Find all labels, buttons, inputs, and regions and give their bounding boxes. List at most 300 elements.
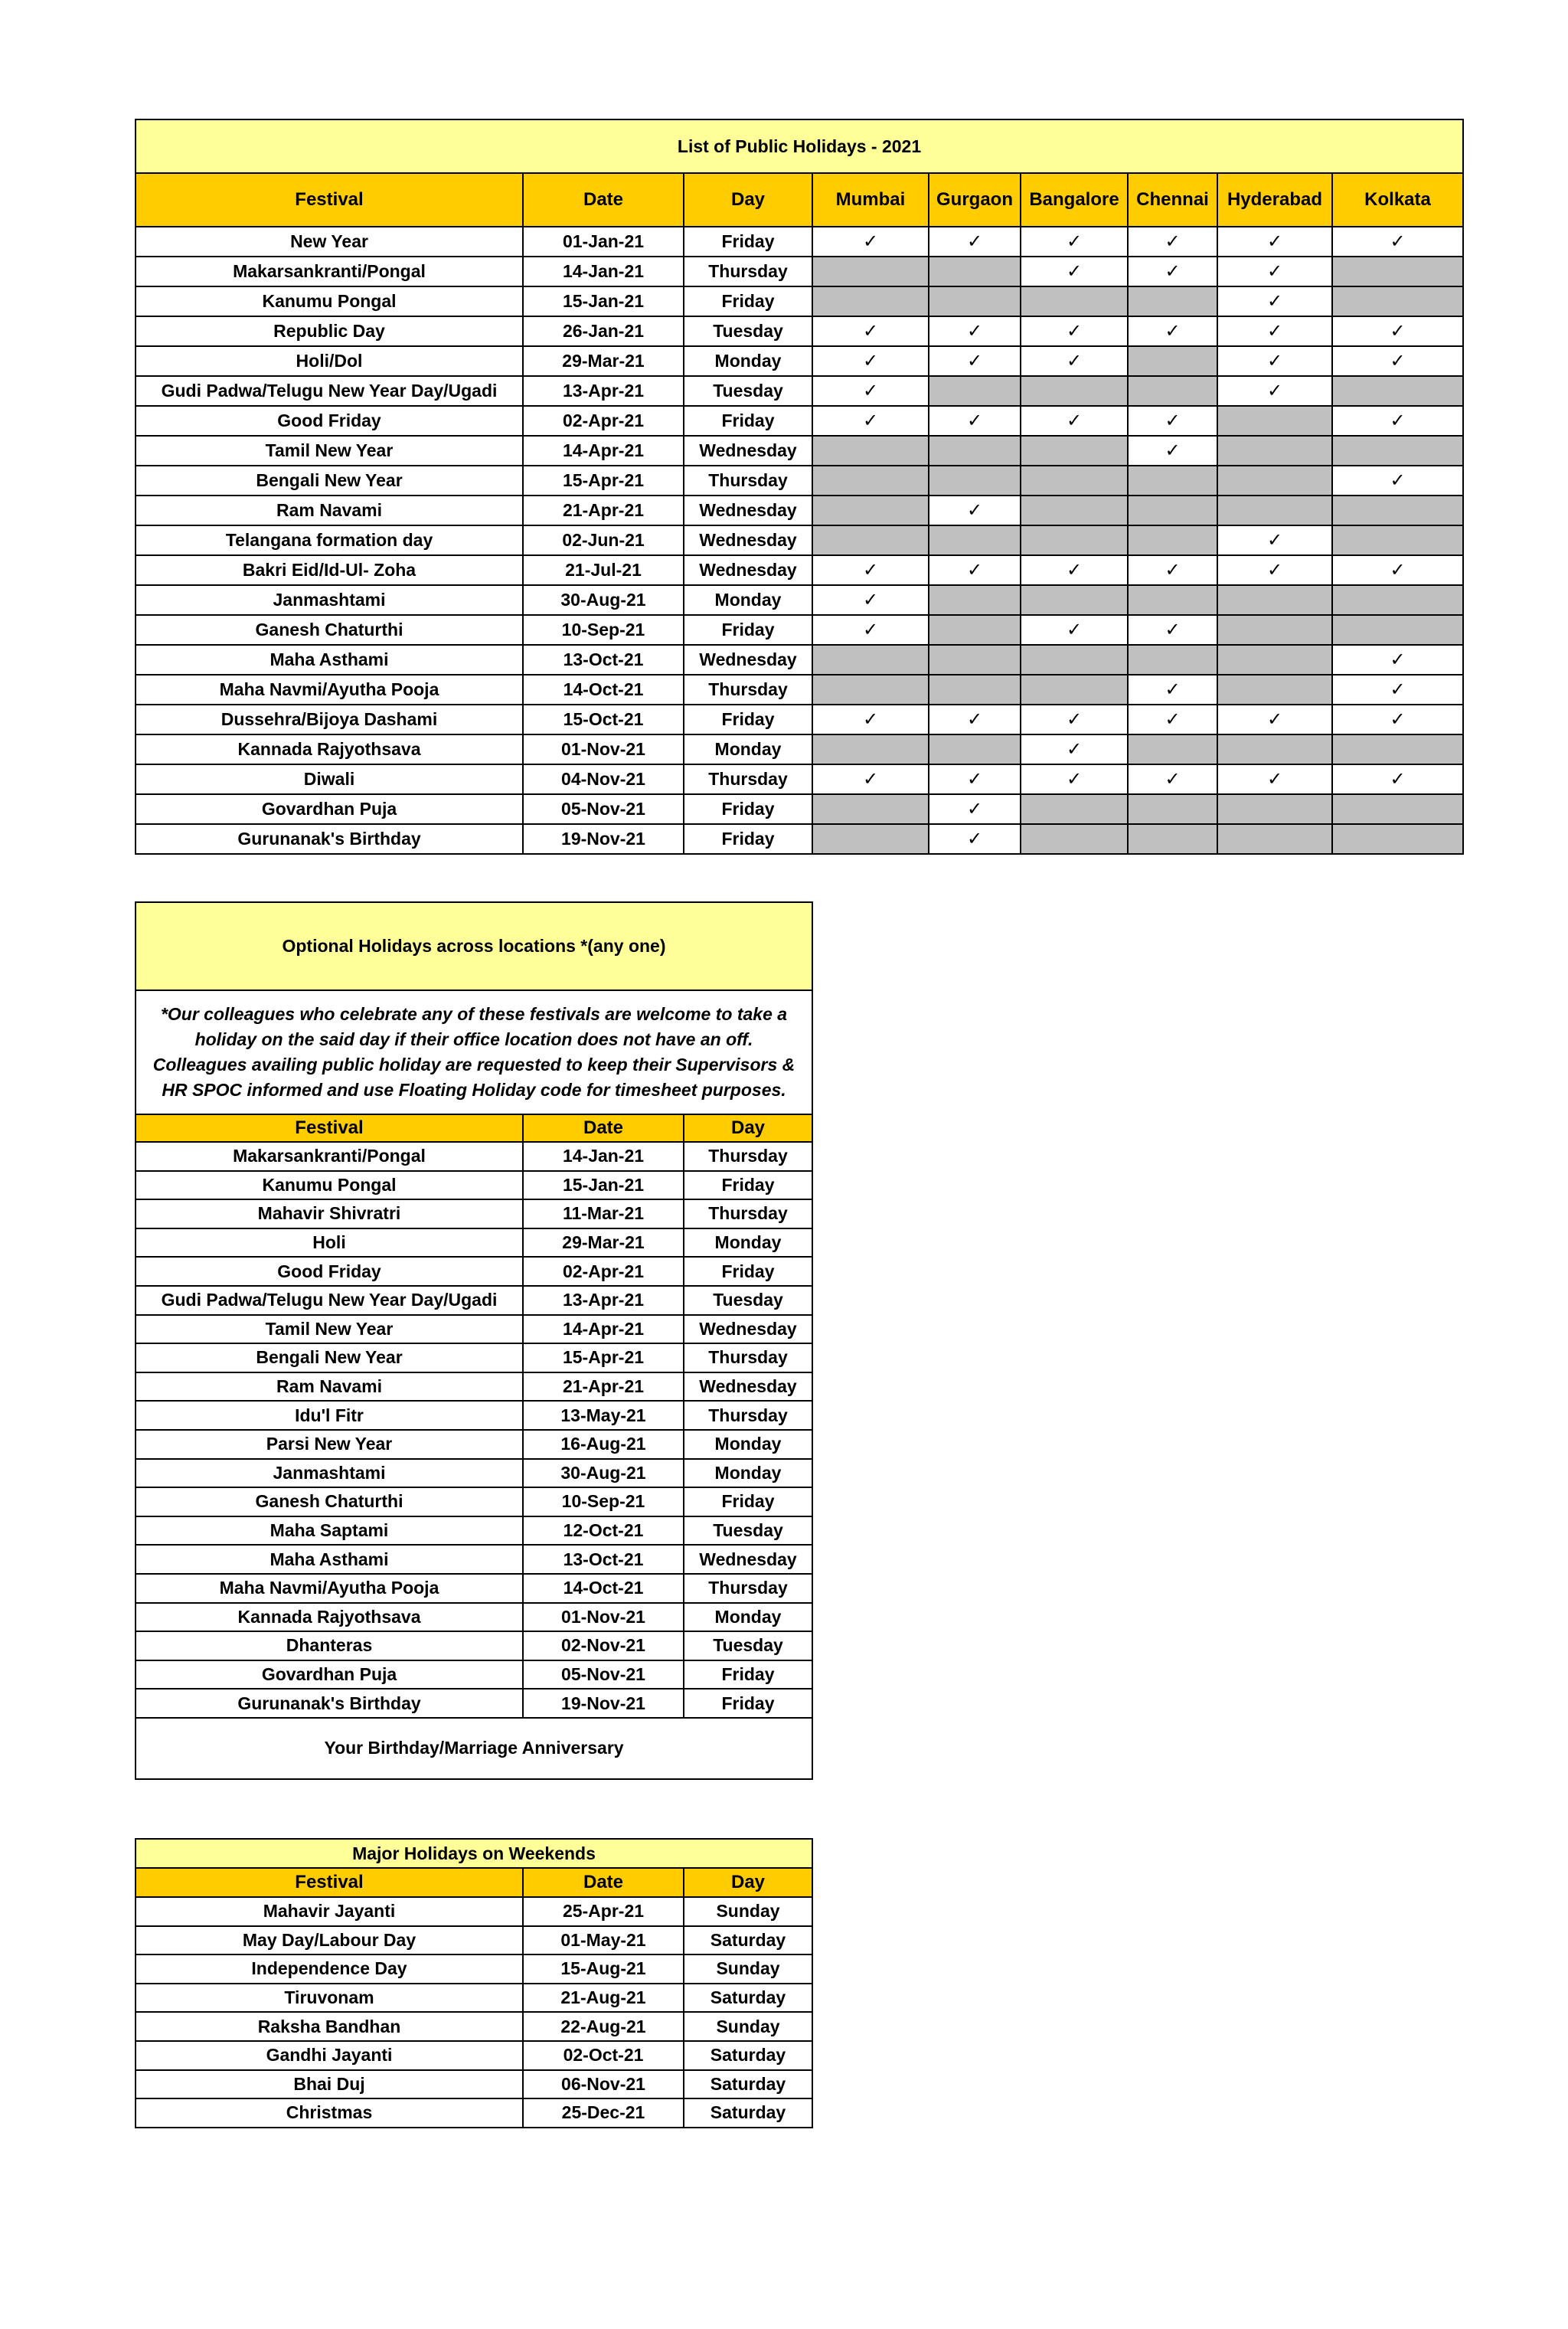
date-cell: 15-Jan-21 [523, 286, 684, 316]
table-row [136, 1401, 812, 1430]
festival-cell: Maha Saptami [136, 1516, 523, 1546]
festival-cell: Dussehra/Bijoya Dashami [136, 705, 523, 734]
public-holidays-title: List of Public Holidays - 2021 [136, 119, 1463, 173]
day-cell: Thursday [684, 1343, 812, 1372]
date-cell: 12-Oct-21 [523, 1516, 684, 1546]
date-cell: 13-Oct-21 [523, 1545, 684, 1574]
day-cell: Friday [684, 794, 812, 824]
unavailable-cell [1217, 466, 1332, 496]
day-cell: Monday [684, 1603, 812, 1632]
check-icon: ✓ [1128, 257, 1217, 286]
festival-cell: Christmas [136, 2098, 523, 2128]
festival-cell: Bengali New Year [136, 1343, 523, 1372]
date-cell: 02-Apr-21 [523, 406, 684, 436]
date-cell: 30-Aug-21 [523, 585, 684, 615]
check-icon: ✓ [929, 227, 1021, 257]
check-icon: ✓ [929, 794, 1021, 824]
table-row [136, 1459, 812, 1488]
date-cell: 13-May-21 [523, 1401, 684, 1430]
check-icon: ✓ [1021, 316, 1128, 346]
day-cell: Monday [684, 346, 812, 376]
date-cell: 01-Nov-21 [523, 734, 684, 764]
table-row [136, 525, 1463, 555]
unavailable-cell [1021, 376, 1128, 406]
check-icon: ✓ [1217, 227, 1332, 257]
date-cell: 13-Oct-21 [523, 645, 684, 675]
table-row [136, 1315, 812, 1344]
table-row [136, 1984, 812, 2013]
col-header-hyderabad: Hyderabad [1217, 173, 1332, 227]
festival-cell: Kannada Rajyothsava [136, 734, 523, 764]
unavailable-cell [812, 286, 929, 316]
unavailable-cell [1217, 406, 1332, 436]
day-cell: Wednesday [684, 1372, 812, 1402]
unavailable-cell [1128, 346, 1217, 376]
festival-cell: Janmashtami [136, 1459, 523, 1488]
date-cell: 06-Nov-21 [523, 2070, 684, 2099]
day-cell: Wednesday [684, 645, 812, 675]
day-cell: Saturday [684, 1926, 812, 1955]
col-header-date: Date [523, 1114, 684, 1142]
festival-cell: Holi/Dol [136, 346, 523, 376]
unavailable-cell [929, 466, 1021, 496]
check-icon: ✓ [1021, 227, 1128, 257]
table-row [136, 227, 1463, 257]
check-icon: ✓ [929, 705, 1021, 734]
table-row [136, 1631, 812, 1660]
day-cell: Sunday [684, 2012, 812, 2041]
check-icon: ✓ [1217, 316, 1332, 346]
day-cell: Wednesday [684, 436, 812, 466]
day-cell: Saturday [684, 1984, 812, 2013]
col-header-festival: Festival [136, 1114, 523, 1142]
unavailable-cell [812, 257, 929, 286]
festival-cell: Telangana formation day [136, 525, 523, 555]
table-row [136, 496, 1463, 525]
day-cell: Sunday [684, 1954, 812, 1984]
unavailable-cell [929, 645, 1021, 675]
day-cell: Wednesday [684, 1545, 812, 1574]
table-row [136, 1171, 812, 1200]
date-cell: 13-Apr-21 [523, 376, 684, 406]
table-row [136, 316, 1463, 346]
festival-cell: Bengali New Year [136, 466, 523, 496]
date-cell: 14-Apr-21 [523, 436, 684, 466]
unavailable-cell [1217, 496, 1332, 525]
unavailable-cell [812, 824, 929, 854]
day-cell: Friday [684, 286, 812, 316]
col-header-festival: Festival [136, 173, 523, 227]
unavailable-cell [929, 525, 1021, 555]
date-cell: 02-Jun-21 [523, 525, 684, 555]
table-row [136, 1372, 812, 1402]
festival-cell: Dhanteras [136, 1631, 523, 1660]
check-icon: ✓ [929, 406, 1021, 436]
unavailable-cell [812, 734, 929, 764]
unavailable-cell [929, 734, 1021, 764]
unavailable-cell [1217, 615, 1332, 645]
festival-cell: Bakri Eid/Id-Ul- Zoha [136, 555, 523, 585]
unavailable-cell [929, 257, 1021, 286]
date-cell: 15-Jan-21 [523, 1171, 684, 1200]
check-icon: ✓ [1217, 525, 1332, 555]
date-cell: 02-Nov-21 [523, 1631, 684, 1660]
check-icon: ✓ [1217, 257, 1332, 286]
unavailable-cell [812, 525, 929, 555]
date-cell: 01-May-21 [523, 1926, 684, 1955]
table-row [136, 1228, 812, 1258]
unavailable-cell [812, 675, 929, 705]
date-cell: 22-Aug-21 [523, 2012, 684, 2041]
festival-cell: Ram Navami [136, 1372, 523, 1402]
unavailable-cell [1128, 734, 1217, 764]
check-icon: ✓ [1128, 316, 1217, 346]
day-cell: Saturday [684, 2098, 812, 2128]
unavailable-cell [1217, 734, 1332, 764]
unavailable-cell [812, 496, 929, 525]
table-row [136, 1897, 812, 1926]
unavailable-cell [929, 585, 1021, 615]
festival-cell: Maha Navmi/Ayutha Pooja [136, 675, 523, 705]
unavailable-cell [1332, 436, 1463, 466]
unavailable-cell [1128, 496, 1217, 525]
table-row [136, 466, 1463, 496]
festival-cell: Janmashtami [136, 585, 523, 615]
col-header-gurgaon: Gurgaon [929, 173, 1021, 227]
unavailable-cell [1021, 286, 1128, 316]
day-cell: Wednesday [684, 1315, 812, 1344]
date-cell: 26-Jan-21 [523, 316, 684, 346]
optional-holidays-table [135, 901, 813, 1780]
unavailable-cell [1217, 675, 1332, 705]
check-icon: ✓ [812, 406, 929, 436]
day-cell: Friday [684, 406, 812, 436]
check-icon: ✓ [929, 555, 1021, 585]
day-cell: Tuesday [684, 1516, 812, 1546]
unavailable-cell [1128, 376, 1217, 406]
table-row [136, 346, 1463, 376]
date-cell: 25-Dec-21 [523, 2098, 684, 2128]
unavailable-cell [1021, 496, 1128, 525]
table-row [136, 585, 1463, 615]
day-cell: Saturday [684, 2041, 812, 2070]
table-row [136, 1343, 812, 1372]
date-cell: 19-Nov-21 [523, 1689, 684, 1718]
unavailable-cell [1332, 376, 1463, 406]
date-cell: 11-Mar-21 [523, 1199, 684, 1228]
table-row [136, 824, 1463, 854]
unavailable-cell [1128, 645, 1217, 675]
day-cell: Monday [684, 1459, 812, 1488]
festival-cell: Ram Navami [136, 496, 523, 525]
check-icon: ✓ [1128, 675, 1217, 705]
table-row [136, 645, 1463, 675]
table-row [136, 376, 1463, 406]
date-cell: 04-Nov-21 [523, 764, 684, 794]
check-icon: ✓ [1332, 227, 1463, 257]
date-cell: 21-Apr-21 [523, 496, 684, 525]
check-icon: ✓ [812, 346, 929, 376]
public-holidays-table [135, 119, 1464, 855]
date-cell: 05-Nov-21 [523, 794, 684, 824]
col-header-mumbai: Mumbai [812, 173, 929, 227]
unavailable-cell [1021, 645, 1128, 675]
unavailable-cell [1332, 286, 1463, 316]
festival-cell: Maha Asthami [136, 1545, 523, 1574]
table-row [136, 2012, 812, 2041]
unavailable-cell [1021, 525, 1128, 555]
unavailable-cell [1217, 645, 1332, 675]
col-header-day: Day [684, 173, 812, 227]
optional-holidays-footer: Your Birthday/Marriage Anniversary [136, 1718, 812, 1779]
check-icon: ✓ [1021, 734, 1128, 764]
check-icon: ✓ [1332, 764, 1463, 794]
check-icon: ✓ [1332, 466, 1463, 496]
day-cell: Friday [684, 1660, 812, 1690]
date-cell: 13-Apr-21 [523, 1286, 684, 1315]
festival-cell: Raksha Bandhan [136, 2012, 523, 2041]
optional-holidays-title: Optional Holidays across locations *(any one) [136, 902, 812, 990]
unavailable-cell [929, 675, 1021, 705]
weekend-holidays-table [135, 1838, 813, 2128]
festival-cell: Govardhan Puja [136, 794, 523, 824]
table-row [136, 705, 1463, 734]
table-row [136, 675, 1463, 705]
check-icon: ✓ [1021, 705, 1128, 734]
check-icon: ✓ [812, 555, 929, 585]
check-icon: ✓ [1332, 555, 1463, 585]
date-cell: 10-Sep-21 [523, 615, 684, 645]
table-row [136, 2098, 812, 2128]
table-row [136, 1660, 812, 1690]
check-icon: ✓ [1021, 764, 1128, 794]
day-cell: Thursday [684, 1142, 812, 1171]
festival-cell: Gudi Padwa/Telugu New Year Day/Ugadi [136, 1286, 523, 1315]
festival-cell: Gurunanak's Birthday [136, 1689, 523, 1718]
day-cell: Thursday [684, 1574, 812, 1603]
festival-cell: Ganesh Chaturthi [136, 615, 523, 645]
table-row [136, 1603, 812, 1632]
table-row [136, 1142, 812, 1171]
unavailable-cell [1332, 525, 1463, 555]
check-icon: ✓ [812, 705, 929, 734]
date-cell: 21-Apr-21 [523, 1372, 684, 1402]
festival-cell: Gandhi Jayanti [136, 2041, 523, 2070]
table-row [136, 555, 1463, 585]
date-cell: 10-Sep-21 [523, 1487, 684, 1516]
table-row [136, 615, 1463, 645]
check-icon: ✓ [1021, 555, 1128, 585]
check-icon: ✓ [1128, 764, 1217, 794]
unavailable-cell [1332, 257, 1463, 286]
col-header-day: Day [684, 1114, 812, 1142]
date-cell: 15-Apr-21 [523, 1343, 684, 1372]
table-row [136, 1574, 812, 1603]
check-icon: ✓ [812, 227, 929, 257]
date-cell: 14-Apr-21 [523, 1315, 684, 1344]
unavailable-cell [812, 645, 929, 675]
unavailable-cell [1021, 794, 1128, 824]
day-cell: Friday [684, 615, 812, 645]
table-row [136, 1689, 812, 1718]
date-cell: 14-Jan-21 [523, 1142, 684, 1171]
unavailable-cell [1332, 585, 1463, 615]
festival-cell: May Day/Labour Day [136, 1926, 523, 1955]
check-icon: ✓ [1332, 705, 1463, 734]
check-icon: ✓ [1332, 645, 1463, 675]
check-icon: ✓ [1128, 615, 1217, 645]
unavailable-cell [812, 436, 929, 466]
check-icon: ✓ [1128, 705, 1217, 734]
festival-cell: Parsi New Year [136, 1430, 523, 1459]
day-cell: Friday [684, 1689, 812, 1718]
check-icon: ✓ [1217, 705, 1332, 734]
day-cell: Friday [684, 1487, 812, 1516]
unavailable-cell [1128, 286, 1217, 316]
check-icon: ✓ [812, 316, 929, 346]
festival-cell: Mahavir Jayanti [136, 1897, 523, 1926]
date-cell: 19-Nov-21 [523, 824, 684, 854]
day-cell: Thursday [684, 466, 812, 496]
day-cell: Monday [684, 734, 812, 764]
col-header-date: Date [523, 173, 684, 227]
festival-cell: Diwali [136, 764, 523, 794]
check-icon: ✓ [1217, 376, 1332, 406]
festival-cell: Good Friday [136, 406, 523, 436]
day-cell: Monday [684, 1228, 812, 1258]
date-cell: 02-Oct-21 [523, 2041, 684, 2070]
day-cell: Friday [684, 705, 812, 734]
date-cell: 02-Apr-21 [523, 1257, 684, 1286]
unavailable-cell [1217, 794, 1332, 824]
table-row [136, 794, 1463, 824]
day-cell: Tuesday [684, 316, 812, 346]
unavailable-cell [1021, 585, 1128, 615]
check-icon: ✓ [1332, 406, 1463, 436]
festival-cell: Gudi Padwa/Telugu New Year Day/Ugadi [136, 376, 523, 406]
check-icon: ✓ [929, 346, 1021, 376]
col-header-festival: Festival [136, 1868, 523, 1897]
date-cell: 21-Aug-21 [523, 1984, 684, 2013]
festival-cell: Kanumu Pongal [136, 286, 523, 316]
table-row [136, 286, 1463, 316]
table-row [136, 764, 1463, 794]
check-icon: ✓ [812, 585, 929, 615]
unavailable-cell [1021, 466, 1128, 496]
unavailable-cell [1021, 675, 1128, 705]
check-icon: ✓ [1217, 346, 1332, 376]
unavailable-cell [1217, 824, 1332, 854]
check-icon: ✓ [1021, 615, 1128, 645]
day-cell: Tuesday [684, 1286, 812, 1315]
col-header-day: Day [684, 1868, 812, 1897]
day-cell: Friday [684, 824, 812, 854]
day-cell: Thursday [684, 257, 812, 286]
unavailable-cell [1217, 585, 1332, 615]
date-cell: 14-Oct-21 [523, 1574, 684, 1603]
day-cell: Tuesday [684, 376, 812, 406]
unavailable-cell [1332, 824, 1463, 854]
day-cell: Monday [684, 585, 812, 615]
day-cell: Friday [684, 227, 812, 257]
table-row [136, 406, 1463, 436]
festival-cell: Ganesh Chaturthi [136, 1487, 523, 1516]
col-header-kolkata: Kolkata [1332, 173, 1463, 227]
date-cell: 14-Jan-21 [523, 257, 684, 286]
date-cell: 01-Jan-21 [523, 227, 684, 257]
festival-cell: Kannada Rajyothsava [136, 1603, 523, 1632]
check-icon: ✓ [1128, 436, 1217, 466]
day-cell: Thursday [684, 675, 812, 705]
weekend-holidays-title: Major Holidays on Weekends [136, 1839, 812, 1868]
date-cell: 15-Apr-21 [523, 466, 684, 496]
check-icon: ✓ [929, 316, 1021, 346]
check-icon: ✓ [929, 764, 1021, 794]
festival-cell: Govardhan Puja [136, 1660, 523, 1690]
festival-cell: Maha Asthami [136, 645, 523, 675]
check-icon: ✓ [929, 496, 1021, 525]
date-cell: 01-Nov-21 [523, 1603, 684, 1632]
table-row [136, 2041, 812, 2070]
festival-cell: Good Friday [136, 1257, 523, 1286]
unavailable-cell [1021, 824, 1128, 854]
unavailable-cell [1128, 794, 1217, 824]
check-icon: ✓ [1217, 555, 1332, 585]
festival-cell: Tamil New Year [136, 436, 523, 466]
unavailable-cell [1128, 525, 1217, 555]
festival-cell: Holi [136, 1228, 523, 1258]
unavailable-cell [1332, 615, 1463, 645]
unavailable-cell [1128, 824, 1217, 854]
date-cell: 14-Oct-21 [523, 675, 684, 705]
table-row [136, 1516, 812, 1546]
festival-cell: Makarsankranti/Pongal [136, 257, 523, 286]
check-icon: ✓ [1332, 316, 1463, 346]
festival-cell: Gurunanak's Birthday [136, 824, 523, 854]
festival-cell: Kanumu Pongal [136, 1171, 523, 1200]
date-cell: 21-Jul-21 [523, 555, 684, 585]
check-icon: ✓ [1128, 555, 1217, 585]
check-icon: ✓ [1332, 675, 1463, 705]
unavailable-cell [929, 286, 1021, 316]
unavailable-cell [929, 376, 1021, 406]
unavailable-cell [1021, 436, 1128, 466]
unavailable-cell [812, 466, 929, 496]
date-cell: 15-Aug-21 [523, 1954, 684, 1984]
day-cell: Thursday [684, 1401, 812, 1430]
col-header-bangalore: Bangalore [1021, 173, 1128, 227]
festival-cell: Tamil New Year [136, 1315, 523, 1344]
table-row [136, 1286, 812, 1315]
check-icon: ✓ [1128, 406, 1217, 436]
date-cell: 05-Nov-21 [523, 1660, 684, 1690]
day-cell: Wednesday [684, 496, 812, 525]
check-icon: ✓ [1128, 227, 1217, 257]
unavailable-cell [1332, 734, 1463, 764]
unavailable-cell [1332, 794, 1463, 824]
day-cell: Tuesday [684, 1631, 812, 1660]
check-icon: ✓ [1332, 346, 1463, 376]
day-cell: Wednesday [684, 555, 812, 585]
check-icon: ✓ [1021, 346, 1128, 376]
festival-cell: Maha Navmi/Ayutha Pooja [136, 1574, 523, 1603]
check-icon: ✓ [812, 615, 929, 645]
day-cell: Monday [684, 1430, 812, 1459]
table-row [136, 1199, 812, 1228]
date-cell: 29-Mar-21 [523, 346, 684, 376]
date-cell: 25-Apr-21 [523, 1897, 684, 1926]
check-icon: ✓ [812, 764, 929, 794]
